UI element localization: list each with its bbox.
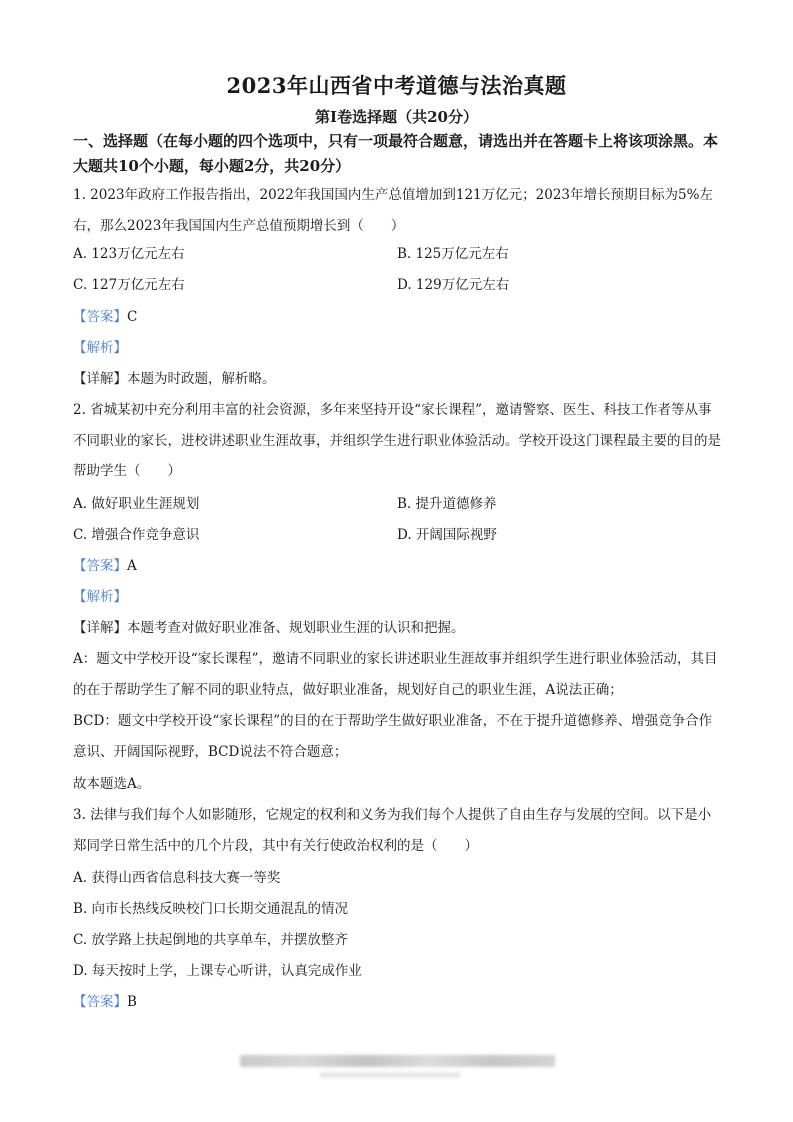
question-1-option-a: A. 123万亿元左右: [73, 246, 185, 262]
blurred-footer-watermark-line: [320, 1072, 460, 1078]
question-3-option-a: A. 获得山西省信息科技大赛一等奖: [73, 870, 281, 886]
question-2-option-c: C. 增强合作竞争意识: [73, 527, 200, 543]
question-3-answer: [73, 993, 137, 1011]
question-2-option-d: D. 开阔国际视野: [397, 527, 497, 543]
blurred-footer-watermark: [240, 1055, 555, 1067]
answer-tag: 【答案】: [73, 309, 127, 325]
answer-value: B: [127, 994, 137, 1010]
answer-tag: 【答案】: [73, 558, 127, 574]
question-2-conclusion: 故本题选A。: [73, 776, 151, 792]
answer-value: A: [127, 558, 137, 574]
question-1-detail: 【详解】本题为时政题，解析略。: [73, 371, 276, 387]
question-3-stem: 3. 法律与我们每个人如影随形，它规定的权利和义务为我们每个人提供了自由生存与发展的空间。以下是小郑同学日常生活中的几个片段，其中有关行使政治权利的是（ ）: [73, 807, 712, 854]
question-3-option-d: D. 每天按时上学，上课专心听讲，认真完成作业: [73, 963, 362, 979]
question-1-option-d: D. 129万亿元左右: [397, 277, 510, 293]
answer-value: C: [127, 309, 138, 325]
question-2-analysis-tag: 【解析】: [73, 589, 127, 605]
question-2-option-b: B. 提升道德修养: [397, 496, 497, 512]
question-2-explain-a: A：题文中学校开设“家长课程”，邀请不同职业的家长讲述职业生涯故事并组织学生进行职业体验活动，其目的在于帮助学生了解不同的职业特点，做好职业准备，规划好自己的职业生涯，A说法正确；: [73, 651, 718, 698]
question-3-option-c: C. 放学路上扶起倒地的共享单车，并摆放整齐: [73, 932, 348, 948]
question-3-option-b: B. 向市长热线反映校门口长期交通混乱的情况: [73, 901, 349, 917]
question-1-option-c: C. 127万亿元左右: [73, 277, 185, 293]
page-subtitle: 第Ⅰ卷选择题（共20分）: [315, 108, 478, 126]
page-title: 2023年山西省中考道德与法治真题: [226, 73, 567, 98]
question-2-stem: 2. 省城某初中充分利用丰富的社会资源，多年来坚持开设“家长课程”，邀请警察、医生、科技工作者等从事不同职业的家长，进校讲述职业生涯故事，并组织学生进行职业体验活动。学校开设这门课程最主要的目的是帮助学生（ ）: [73, 402, 721, 479]
question-1-option-b: B. 125万亿元左右: [397, 246, 509, 262]
question-1-answer: [73, 308, 137, 326]
question-2-answer: [73, 557, 137, 575]
section-heading: 一、选择题（在每小题的四个选项中，只有一项最符合题意，请选出并在答题卡上将该项涂黑。本大题共10个小题，每小题2分，共20分）: [73, 132, 719, 175]
question-1-analysis-tag: 【解析】: [73, 340, 127, 356]
question-2-option-a: A. 做好职业生涯规划: [73, 496, 200, 512]
answer-tag: 【答案】: [73, 994, 127, 1010]
question-2-explain-bcd: BCD：题文中学校开设“家长课程”的目的在于帮助学生做好职业准备，不在于提升道德修养、增强竞争合作意识、开阔国际视野，BCD说法不符合题意；: [73, 713, 713, 760]
question-2-detail: 【详解】本题考查对做好职业准备、规划职业生涯的认识和把握。: [73, 620, 465, 636]
question-1-stem: 1. 2023年政府工作报告指出，2022年我国国内生产总值增加到121万亿元；2023年增长预期目标为5%左右，那么2023年我国国内生产总值预期增长到（ ）: [73, 187, 713, 234]
